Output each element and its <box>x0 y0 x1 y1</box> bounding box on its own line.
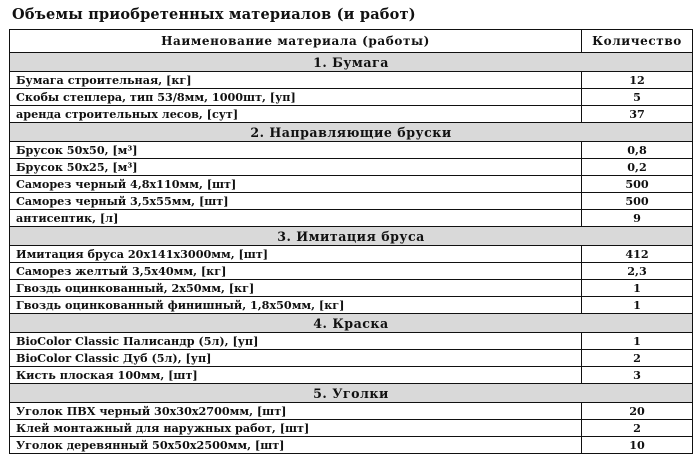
section-header-row <box>10 384 693 403</box>
quantity-cell: 500 <box>582 176 693 193</box>
materials-table <box>9 29 693 454</box>
table-row <box>10 106 693 123</box>
table-row <box>10 72 693 89</box>
quantity-cell: 5 <box>582 89 693 106</box>
quantity-cell: 0,2 <box>582 159 693 176</box>
header-row <box>10 30 693 53</box>
table-row <box>10 193 693 210</box>
section-heading: 5. Уголки <box>10 384 693 403</box>
material-name-cell: антисептик, [л] <box>10 210 582 227</box>
material-name-cell: аренда строительных лесов, [сут] <box>10 106 582 123</box>
material-name-cell: Саморез черный 3,5х55мм, [шт] <box>10 193 582 210</box>
quantity-cell: 1 <box>582 297 693 314</box>
section-heading: 4. Краска <box>10 314 693 333</box>
table-row <box>10 176 693 193</box>
material-name-cell: BioColor Classic Дуб (5л), [уп] <box>10 350 582 367</box>
section-heading: 1. Бумага <box>10 53 693 72</box>
quantity-cell: 3 <box>582 367 693 384</box>
quantity-cell: 2 <box>582 420 693 437</box>
section-heading: 3. Имитация бруса <box>10 227 693 246</box>
quantity-cell: 10 <box>582 437 693 454</box>
section-header-row <box>10 314 693 333</box>
section-header-row <box>10 53 693 72</box>
material-name-cell: Уголок ПВХ черный 30х30х2700мм, [шт] <box>10 403 582 420</box>
section-header-row <box>10 123 693 142</box>
material-name-cell: Саморез черный 4,8х110мм, [шт] <box>10 176 582 193</box>
quantity-cell: 1 <box>582 333 693 350</box>
table-row <box>10 159 693 176</box>
page-title: Объемы приобретенных материалов (и работ) <box>12 6 416 23</box>
table-row <box>10 210 693 227</box>
column-header-qty: Количество <box>582 30 693 53</box>
quantity-cell: 1 <box>582 280 693 297</box>
table-row <box>10 297 693 314</box>
material-name-cell: Саморез желтый 3,5х40мм, [кг] <box>10 263 582 280</box>
column-header-name: Наименование материала (работы) <box>10 30 582 53</box>
material-name-cell: Кисть плоская 100мм, [шт] <box>10 367 582 384</box>
section-heading: 2. Направляющие бруски <box>10 123 693 142</box>
quantity-cell: 37 <box>582 106 693 123</box>
material-name-cell: Гвоздь оцинкованный финишный, 1,8х50мм, [кг] <box>10 297 582 314</box>
table-row <box>10 350 693 367</box>
material-name-cell: Клей монтажный для наружных работ, [шт] <box>10 420 582 437</box>
table-row <box>10 437 693 454</box>
quantity-cell: 500 <box>582 193 693 210</box>
material-name-cell: BioColor Classic Палисандр (5л), [уп] <box>10 333 582 350</box>
quantity-cell: 20 <box>582 403 693 420</box>
table-body <box>10 53 693 454</box>
section-header-row <box>10 227 693 246</box>
material-name-cell: Скобы степлера, тип 53/8мм, 1000шт, [уп] <box>10 89 582 106</box>
table-row <box>10 367 693 384</box>
quantity-cell: 9 <box>582 210 693 227</box>
quantity-cell: 412 <box>582 246 693 263</box>
material-name-cell: Гвоздь оцинкованный, 2х50мм, [кг] <box>10 280 582 297</box>
material-name-cell: Бумага строительная, [кг] <box>10 72 582 89</box>
table-row <box>10 280 693 297</box>
material-name-cell: Уголок деревянный 50х50х2500мм, [шт] <box>10 437 582 454</box>
table-row <box>10 142 693 159</box>
material-name-cell: Брусок 50х50, [м³] <box>10 142 582 159</box>
quantity-cell: 2,3 <box>582 263 693 280</box>
quantity-cell: 2 <box>582 350 693 367</box>
material-name-cell: Имитация бруса 20х141х3000мм, [шт] <box>10 246 582 263</box>
table-row <box>10 420 693 437</box>
quantity-cell: 0,8 <box>582 142 693 159</box>
material-name-cell: Брусок 50х25, [м³] <box>10 159 582 176</box>
table-row <box>10 263 693 280</box>
table-row <box>10 89 693 106</box>
table-row <box>10 403 693 420</box>
table-row <box>10 333 693 350</box>
quantity-cell: 12 <box>582 72 693 89</box>
table-row <box>10 246 693 263</box>
